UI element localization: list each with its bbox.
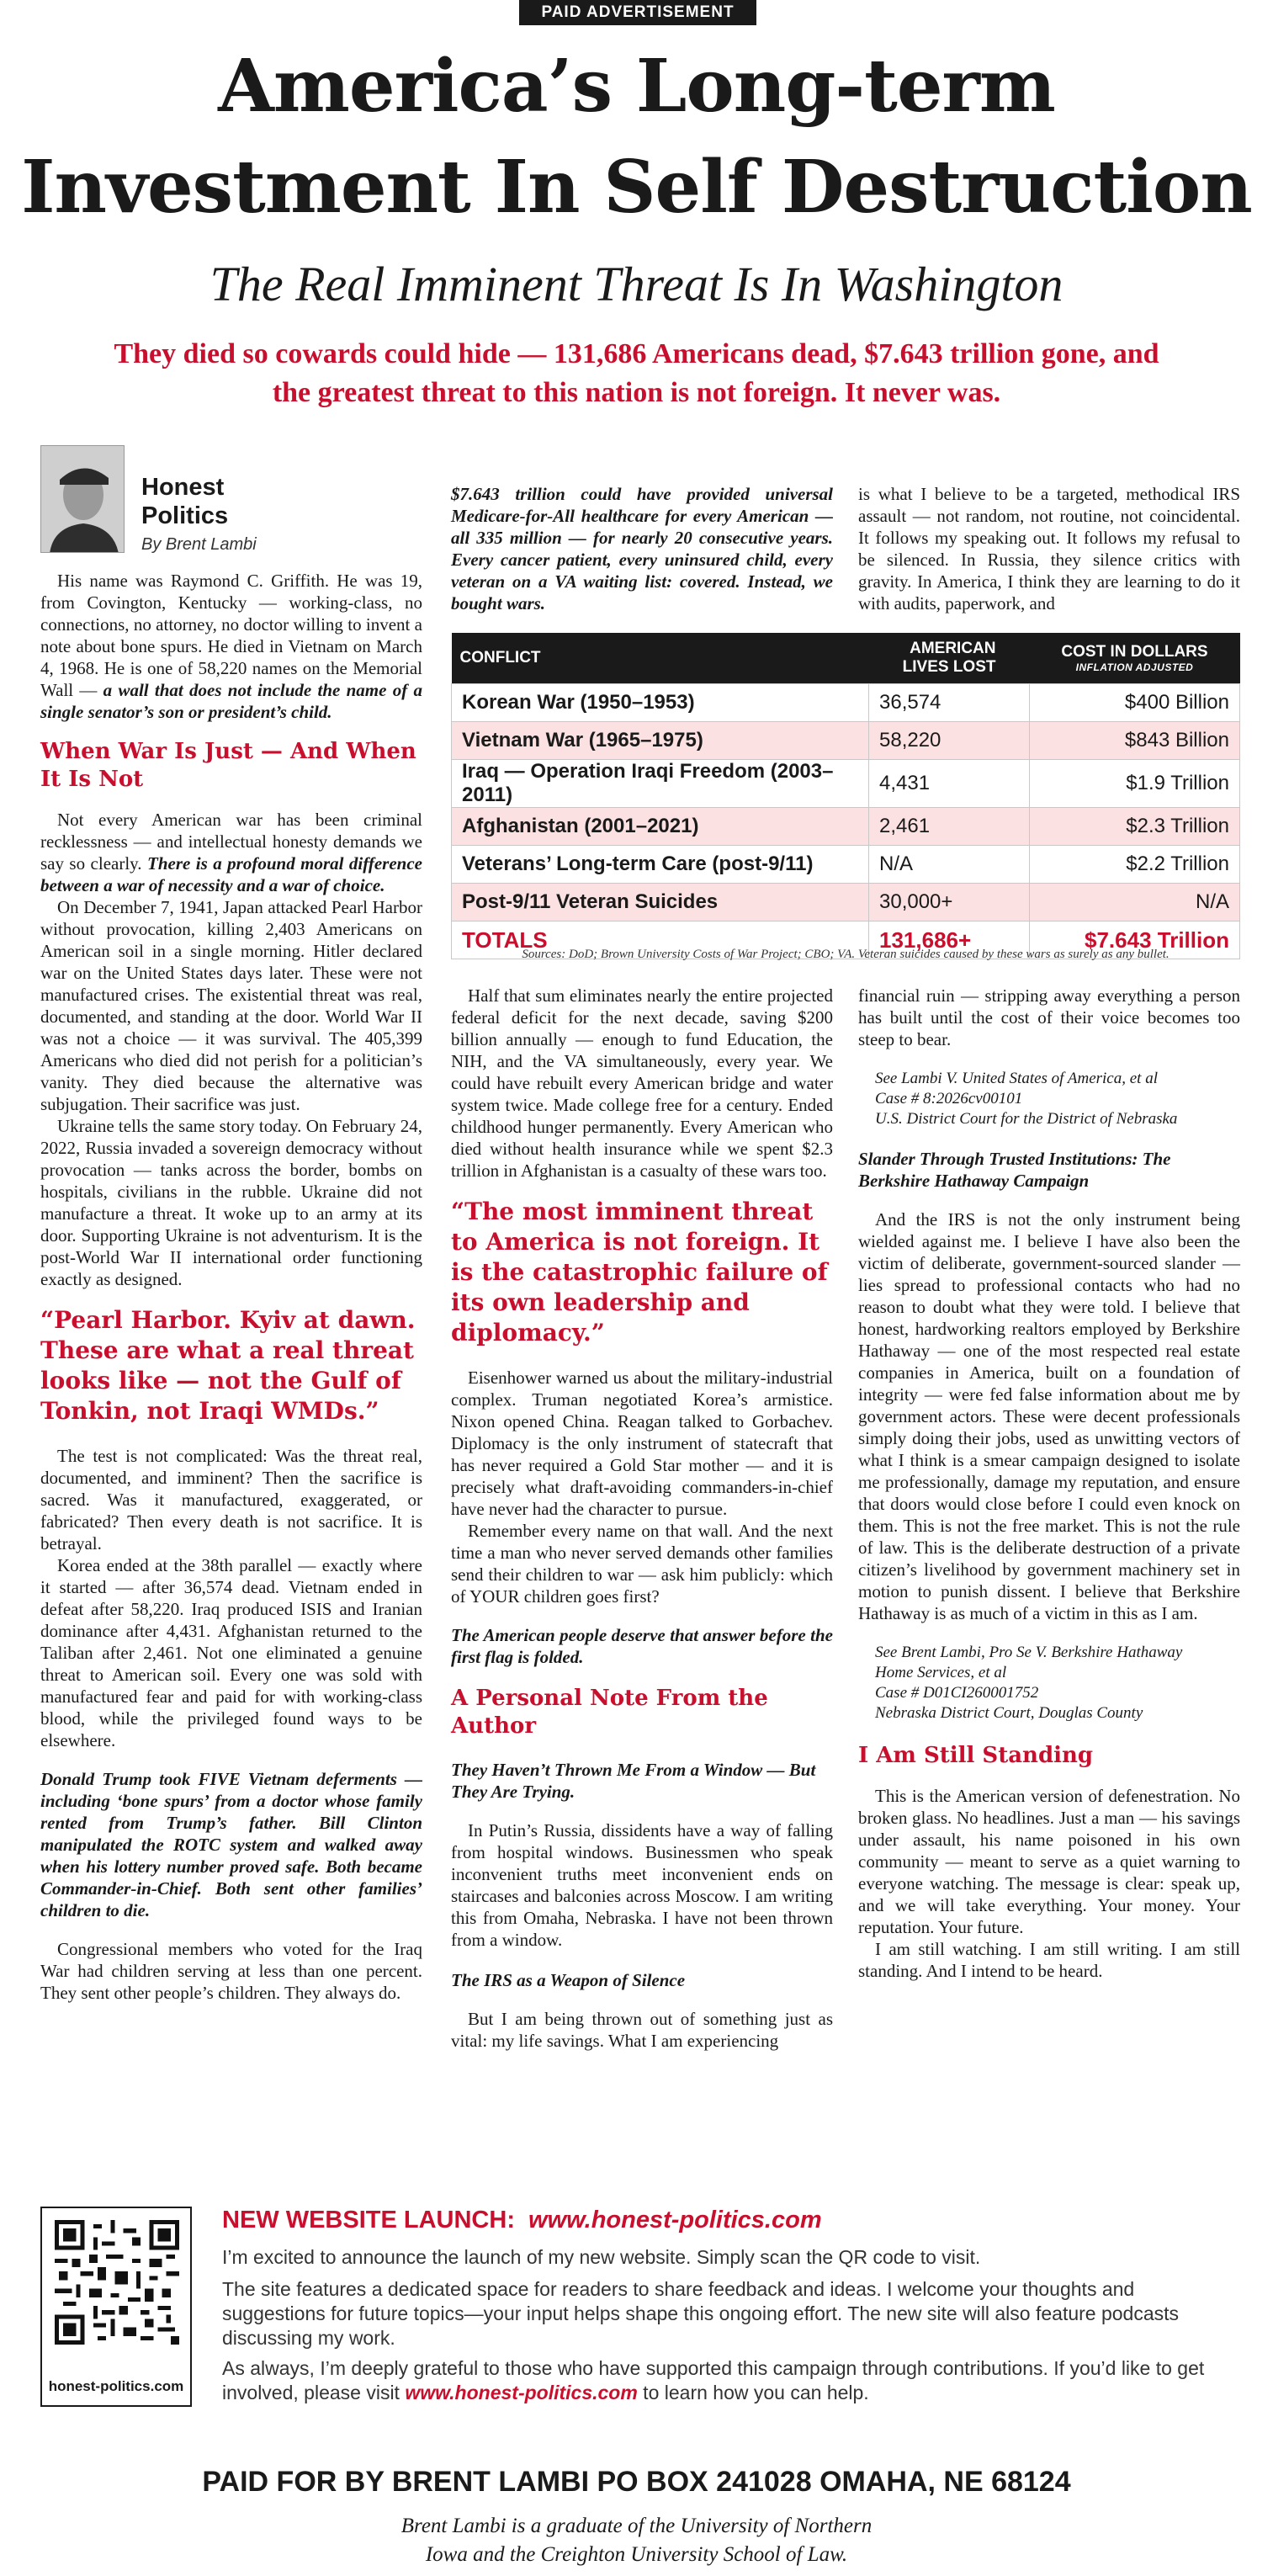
column-name: [141, 473, 228, 530]
totals-label: TOTALS: [452, 922, 869, 959]
author-bio: [0, 2512, 1273, 2569]
author-photo: [40, 445, 125, 553]
col3-paragraph-3: This is the American version of defenestration. No broken glass. No headlines. Just a man — his savings under assault, his name poisoned in his own community — meant to serve as a quiet warning to everyone watching. The message is clear: speak up, and we will take everything. Your money. Your reputation. Your future.: [858, 1786, 1240, 1937]
table-cell-conflict: Veterans’ Long-term Care (post-9/11): [452, 846, 869, 884]
table-cell-lives: 4,431: [869, 760, 1030, 808]
table-cell-cost: N/A: [1030, 884, 1240, 922]
table-cell-cost: $2.2 Trillion: [1030, 846, 1240, 884]
table-cell-lives: 2,461: [869, 808, 1030, 846]
promo-link[interactable]: www.honest-politics.com: [405, 2382, 638, 2403]
col3-paragraph-4: I am still watching. I am still writing. I am still standing. And I intend to be heard.: [858, 1939, 1240, 1981]
pull-quote-1: “Pearl Harbor. Kyiv at dawn. These are what a real threat looks like — not the Gulf of Tonkin, not Iraqi WMDs.”: [40, 1306, 416, 1425]
table-cell-conflict: Afghanistan (2001–2021): [452, 808, 869, 846]
promo-paragraph-1: I’m excited to announce the launch of my new website. Simply scan the QR code to visit.: [222, 2246, 981, 2268]
column-3: [858, 985, 1240, 1982]
col1-note: Donald Trump took FIVE Vietnam deferments — including ‘bone spurs’ from a doctor whose family rented from Trump’s father. Bill Clinton manipulated the ROTC system and walked away when his lottery number proved safe. Both became Commander-in-Chief. Both sent other families’ children to die.: [40, 1769, 422, 1920]
war-cost-table: [451, 633, 1240, 959]
col3-top-paragraph: is what I believe to be a targeted, methodical IRS assault — not random, not routine, not coincidental. It follows my speaking out. It follows my refusal to be silenced. In Russia, they silence critics with gravity. In America, I think they are learning to do it with audits, paperwork, and: [858, 484, 1240, 613]
citation-line: Nebraska District Court, Douglas County: [875, 1704, 1143, 1722]
author-bio-line-2: Iowa and the Creighton University School of Law.: [425, 2543, 848, 2566]
paid-for-disclaimer: PAID FOR BY BRENT LAMBI PO BOX 241028 OMAHA, NE 68124: [202, 2466, 1071, 2498]
byline: By Brent Lambi: [141, 535, 257, 554]
paid-advertisement-badge: PAID ADVERTISEMENT: [519, 0, 756, 25]
col1-paragraph-1: His name was Raymond C. Griffith. He was 19, from Covington, Kentucky — working-class, no connections, no attorney, no doctor willing to invent a note about bone spurs. He died in Vietnam on March 4, 1968. He is one of 58,220 names on the Memorial Wall — a wall that does not include the name of a single senator’s son or president’s child.: [40, 571, 422, 722]
table-row: [452, 846, 1240, 884]
col1-paragraph-7: Congressional members who voted for the Iraq War had children serving at less than one percent. They sent other people’s children. They always do.: [40, 1939, 422, 2003]
promo-title: [222, 2207, 822, 2234]
citation-line: Home Services, et al: [875, 1664, 1007, 1681]
heading-still-standing: I Am Still Standing: [858, 1743, 1094, 1768]
table-cell-lives: 58,220: [869, 722, 1030, 760]
column-name-line-1: Honest: [141, 474, 225, 501]
deck: They died so cowards could hide — 131,686 Americans dead, $7.643 trillion gone, and the greatest threat to this nation is not foreign. It never was.: [114, 338, 1159, 408]
headline-line-2: Investment In Self Destruction: [21, 145, 1252, 230]
table-cell-cost: $1.9 Trillion: [1030, 760, 1240, 808]
table-row: [452, 884, 1240, 922]
promo-title-prefix: NEW WEBSITE LAUNCH:: [222, 2207, 515, 2233]
medicare-callout: $7.643 trillion could have provided universal Medicare-for-All healthcare for every American — all 335 million — for nearly 20 consecutive years. Every cancer patient, every uninsured child, every veteran on a VA waiting list: covered. Instead, we bought wars.: [451, 484, 833, 613]
table-cell-cost: $400 Billion: [1030, 684, 1240, 722]
header-lives-lost: AMERICAN LIVES LOST: [902, 640, 996, 676]
col2-note: The American people deserve that answer before the first flag is folded.: [451, 1625, 833, 1667]
totals-lives: 131,686+: [869, 922, 1030, 959]
table-cell-cost: $843 Billion: [1030, 722, 1240, 760]
column-2-top: [451, 483, 833, 614]
col2-paragraph-2: Eisenhower warned us about the military-industrial complex. Truman negotiated Korea’s armistice. Nixon opened China. Reagan talked to Gorbachev. Diplomacy is the only instrument of statecraft that has never required a Gold Star mother — and it is precisely what draft-avoiding commanders-in-chief have never had the character to pursue.: [451, 1368, 833, 1519]
subhead-irs: The IRS as a Weapon of Silence: [451, 1970, 686, 1990]
table-row: [452, 760, 1240, 808]
table-cell-conflict: Korean War (1950–1953): [452, 684, 869, 722]
citation-line: U.S. District Court for the District of Nebraska: [875, 1110, 1178, 1128]
table-cell-lives: 36,574: [869, 684, 1030, 722]
table-cell-cost: $2.3 Trillion: [1030, 808, 1240, 846]
col3-paragraph-2: And the IRS is not the only instrument being wielded against me. I believe I have also been the victim of deliberate, government-sourced slander — lies spread to professional contacts who had no reason to doubt what they were told. I believe that honest, hardworking realtors employed by Berkshire Hathaway — one of the most respected real estate companies in America, built on a foundation of integrity — were fed false information about me by government actors. These were decent professionals simply doing their jobs, used as unwitting vectors of what I think is a smear campaign designed to isolate me professionally, damage my reputation, and ensure that doors would close before I could even knock on them. This is not the free market. This is not the rule of law. This is the deliberate destruction of a private citizen’s livelihood by government machinery set in motion to punish dissent. I believe that Berkshire Hathaway is as much of a victim in this as I am.: [858, 1209, 1240, 1623]
qr-code-icon[interactable]: [55, 2220, 179, 2345]
table-row: [452, 684, 1240, 722]
website-promo: [40, 2207, 1239, 2410]
subhead-window: They Haven’t Thrown Me From a Window — But They Are Trying.: [451, 1760, 816, 1802]
col1-paragraph-4: Ukraine tells the same story today. On February 24, 2022, Russia invaded a sovereign democracy without provocation — tanks across the border, bombs on hospitals, civilians in the rubble. Ukraine did not manufacture a threat. It woke up to an army at its door. Supporting Ukraine is not adventurism. It is the post-World War II international order functioning exactly as designed.: [40, 1116, 422, 1289]
table-sources: Sources: DoD; Brown University Costs of War Project; CBO; VA. Veteran suicides caused by these wars as surely as any bullet.: [522, 948, 1170, 961]
table-cell-lives: 30,000+: [869, 884, 1030, 922]
col1-paragraph-2: Not every American war has been criminal recklessness — and intellectual honesty demands we say so clearly. There is a profound moral difference between a war of necessity and a war of choice.: [40, 810, 422, 895]
promo-paragraph-2: The site features a dedicated space for readers to share feedback and ideas. I welcome your thoughts and suggestions for future topics—your input helps shape this ongoing effort. The new site will also feature podcasts discussing my work.: [222, 2278, 1180, 2349]
table-row: [452, 808, 1240, 846]
author-portrait-icon: [41, 446, 125, 553]
promo-paragraph-3: As always, I’m deeply grateful to those who have supported this campaign through contributions. If you’d like to get involved, please visit www.honest-politics.com to learn how you can help.: [222, 2357, 1205, 2403]
headline-line-1: America’s Long-term: [218, 44, 1055, 129]
heading-personal-note: A Personal Note From the Author: [451, 1686, 768, 1739]
heading-war-just: When War Is Just — And When It Is Not: [40, 739, 416, 792]
subtitle: The Real Imminent Threat Is In Washington: [210, 257, 1063, 311]
col2-paragraph-3: Remember every name on that wall. And the next time a man who never served demands other families send their children to war — ask him publicly: which of YOUR children goes first?: [451, 1521, 833, 1607]
author-bio-line-1: Brent Lambi is a graduate of the University of Northern: [400, 2515, 873, 2537]
col1-paragraph-6: Korea ended at the 38th parallel — exactly where it started — after 36,574 dead. Vietnam ended in defeat after 58,220. Iraq produced ISIS and Iranian dominance after 4,431. Afghanistan returned to the Taliban after 2,461. Not one eliminated a genuine threat to American soil. Every one was sold with manufactured fear and paid for with working-class blood, while the privileged found ways to be elsewhere.: [40, 1555, 422, 1750]
col1-paragraph-5: The test is not complicated: Was the threat real, documented, and imminent? Then the sacrifice is sacred. Was it manufactured, exaggerated, or fabricated? Then every death is not sacrifice. It is betrayal.: [40, 1446, 422, 1554]
table-cell-conflict: Iraq — Operation Iraqi Freedom (2003–2011): [452, 760, 869, 808]
column-2: [451, 985, 833, 2052]
col1-paragraph-3: On December 7, 1941, Japan attacked Pearl Harbor without provocation, killing 2,403 Americans on American soil in a single morning. Hitler declared war on the United States days later. These were not manufactured crises. The existential threat was real, documented, and standing at the door. World War II was not a choice — it was survival. The 405,399 Americans who died did not perish for a politician’s vanity. They died because the alternative was subjugation. Their sacrifice was just.: [40, 897, 422, 1114]
header-cost: COST IN DOLLARS INFLATION ADJUSTED: [1061, 643, 1208, 673]
totals-cost: $7.643 Trillion: [1030, 922, 1240, 959]
table-cell-lives: N/A: [869, 846, 1030, 884]
citation-line: See Lambi V. United States of America, et al: [875, 1070, 1158, 1087]
table-cell-conflict: Vietnam War (1965–1975): [452, 722, 869, 760]
table-cell-conflict: Post-9/11 Veteran Suicides: [452, 884, 869, 922]
table-row: [452, 722, 1240, 760]
col2-paragraph-1: Half that sum eliminates nearly the entire projected federal deficit for the next decade, saving $200 billion annually — enough to fund Education, the NIH, and the VA simultaneously, every year. We could have rebuilt every American bridge and water system twice. Made college free for a century. Ended childhood hunger permanently. Every American who died without health insurance while we spent $2.3 trillion in Afghanistan is a casualty of these wars too.: [451, 985, 833, 1181]
header-conflict: CONFLICT: [459, 649, 541, 667]
case-citation-1: [875, 1069, 1240, 1129]
citation-line: Case # 8:2026cv00101: [875, 1090, 1023, 1107]
citation-line: Case # D01CI260001752: [875, 1684, 1039, 1702]
col3-paragraph-1: financial ruin — stripping away everything a person has built until the cost of their voice becomes too steep to bear.: [858, 985, 1240, 1049]
column-3-top: [858, 483, 1240, 614]
col2-paragraph-5: But I am being thrown out of something just as vital: my life savings. What I am experiencing: [451, 2009, 833, 2051]
col2-paragraph-4: In Putin’s Russia, dissidents have a way of falling from hospital windows. Businessmen who speak inconvenient truths meet inconvenient ends on staircases and balconies across Moscow. I am writing this from Omaha, Nebraska. I have not been thrown from a window.: [451, 1820, 833, 1950]
qr-code-box[interactable]: [40, 2207, 192, 2407]
subhead-slander: Slander Through Trusted Institutions: The Berkshire Hathaway Campaign: [858, 1149, 1171, 1191]
column-name-line-2: Politics: [141, 502, 229, 529]
table-header-row: [452, 633, 1240, 684]
qr-label[interactable]: honest-politics.com: [48, 2378, 184, 2394]
promo-title-link[interactable]: www.honest-politics.com: [528, 2207, 822, 2233]
citation-line: See Brent Lambi, Pro Se V. Berkshire Hathaway: [875, 1644, 1183, 1661]
case-citation-2: [875, 1643, 1240, 1724]
pull-quote-2: “The most imminent threat to America is not foreign. It is the catastrophic failure of its own leadership and diplomacy.”: [451, 1198, 828, 1346]
column-1: [40, 570, 422, 2004]
